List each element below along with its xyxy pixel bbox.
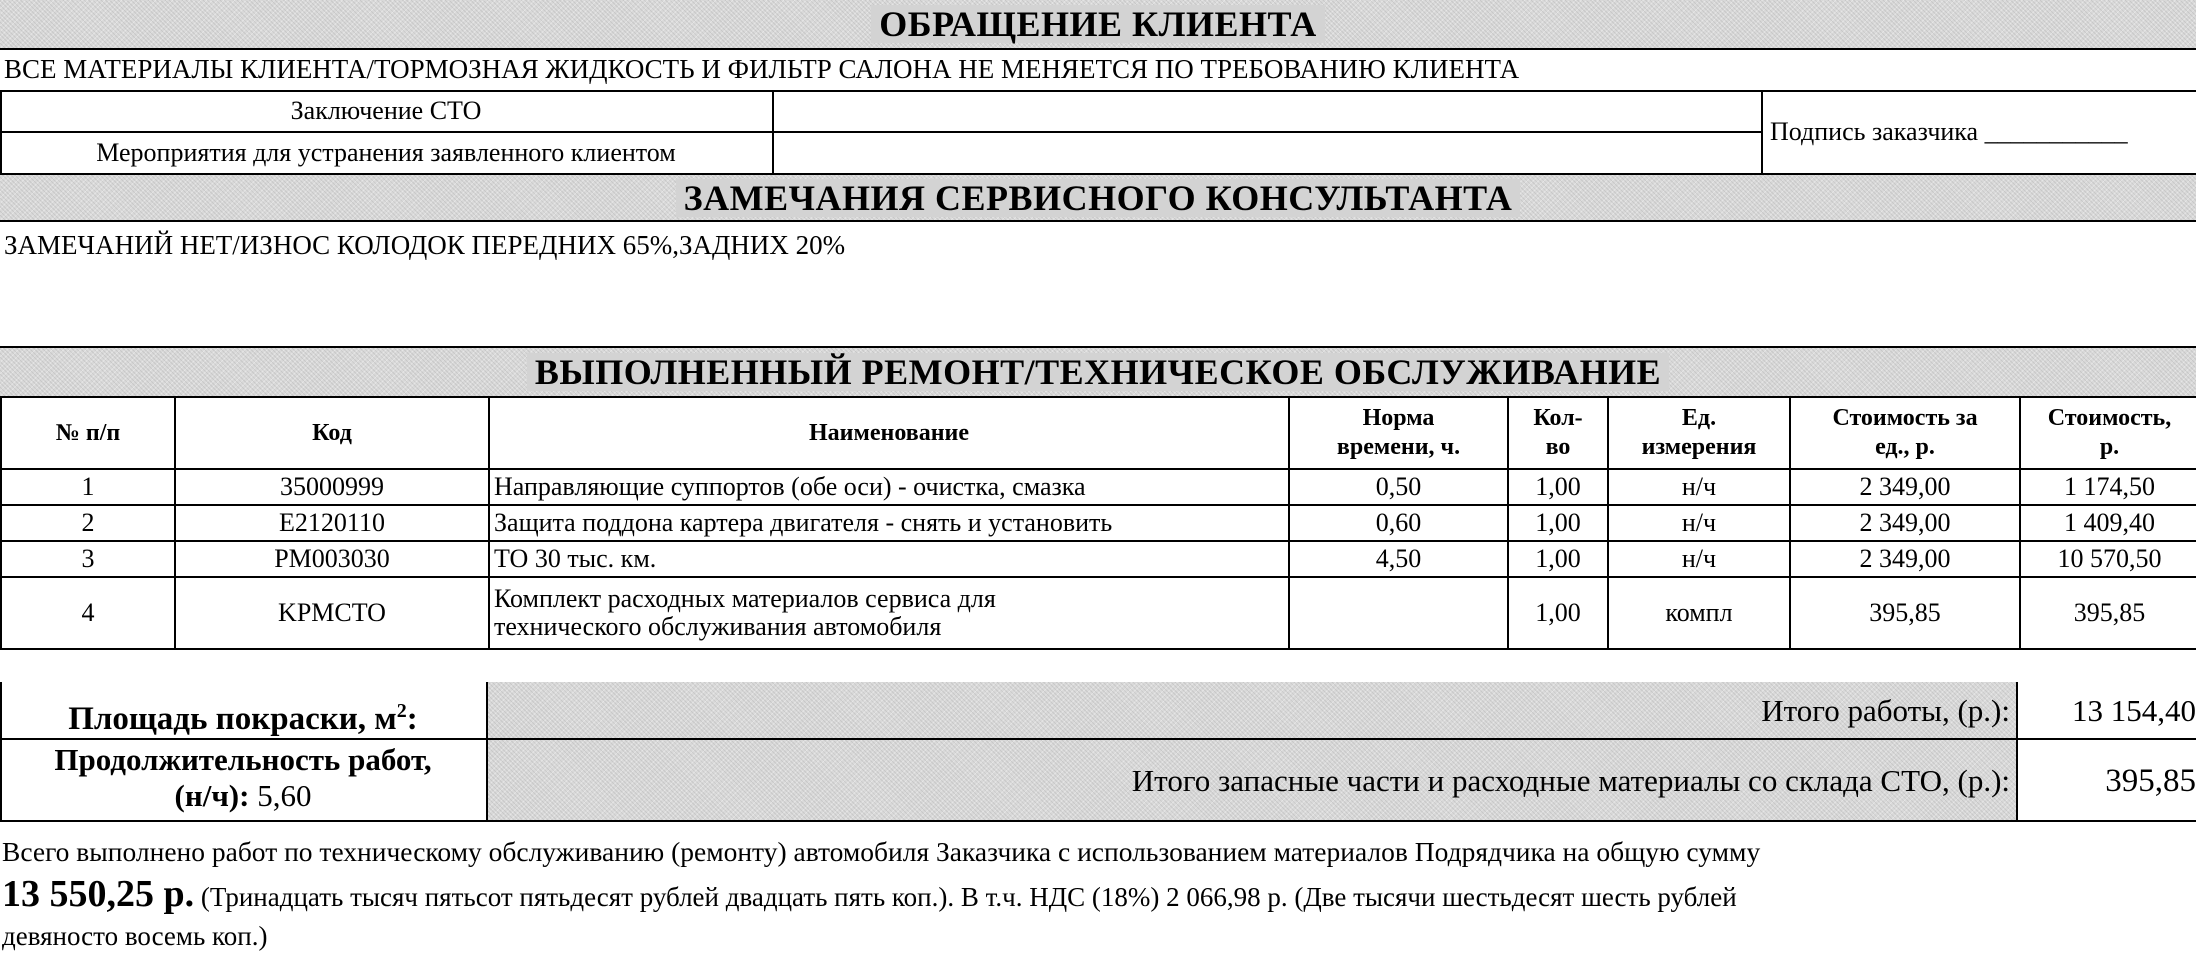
consultant-remarks-text: ЗАМЕЧАНИЙ НЕТ/ИЗНОС КОЛОДОК ПЕРЕДНИХ 65%,ЗАДНИХ 20%	[4, 230, 846, 260]
sto-conclusion-field[interactable]	[774, 92, 1759, 130]
works-total-value: 13 154,40	[2072, 693, 2196, 728]
col-code-header: Код	[175, 397, 489, 469]
summary-line-1: Всего выполнено работ по техническому обслуживанию (ремонту) автомобиля Заказчика с использованием материалов Подрядчика на общую сумму	[2, 836, 1761, 867]
customer-signature-label: Подпись заказчика ___________	[1770, 117, 2128, 146]
measures-label: Мероприятия для устранения заявленного клиентом	[96, 138, 676, 167]
row-total: 1 409,40	[2020, 505, 2196, 541]
divider	[0, 48, 2196, 50]
summary-line-2: 13 550,25 р. (Тринадцать тысяч пятьсот пятьдесят рублей двадцать пять коп.). В т.ч. НДС (18%) 2 066,98 р. (Две тысячи шестьдесят шесть рублей	[2, 873, 1737, 915]
paint-area-label: Площадь покраски, $м^2$:	[68, 700, 418, 737]
row-num: 3	[1, 541, 175, 577]
summary-line-3: девяносто восемь коп.)	[2, 921, 268, 951]
measures-field[interactable]	[774, 134, 1759, 172]
row-norm: 0,50	[1289, 469, 1508, 505]
row-name: Направляющие суппортов (обе оси) - очистка, смазка	[489, 469, 1289, 505]
client-request-band	[0, 0, 2196, 48]
table-header-row	[1, 397, 2196, 469]
row-qty: 1,00	[1508, 469, 1608, 505]
row-unit-price: 2 349,00	[1790, 469, 2020, 505]
totals-block	[0, 682, 2196, 822]
parts-total-label: Итого запасные части и расходные материалы со склада СТО, (р.):	[1131, 763, 2010, 798]
col-unit-header: Ед. измерения	[1608, 397, 1790, 469]
parts-total-value: 395,85	[2105, 763, 2196, 799]
row-norm: 0,60	[1289, 505, 1508, 541]
row-code: 35000999	[175, 469, 489, 505]
client-request-title: ОБРАЩЕНИЕ КЛИЕНТА	[871, 5, 1324, 43]
divider	[0, 220, 2196, 222]
repair-table	[0, 396, 2196, 650]
client-request-text: ВСЕ МАТЕРИАЛЫ КЛИЕНТА/ТОРМОЗНАЯ ЖИДКОСТЬ И ФИЛЬТР САЛОНА НЕ МЕНЯЕТСЯ ПО ТРЕБОВАНИЮ КЛИЕНТА	[4, 54, 1520, 84]
col-norm-header: Норма времени, ч.	[1289, 397, 1508, 469]
row-unit: н/ч	[1608, 541, 1790, 577]
row-code: KPMCTO	[175, 577, 489, 649]
row-code: E2120110	[175, 505, 489, 541]
row-name: Защита поддона картера двигателя - снять и установить	[489, 505, 1289, 541]
row-unit: компл	[1608, 577, 1790, 649]
table-row	[1, 469, 2196, 505]
row-unit-price: 2 349,00	[1790, 541, 2020, 577]
row-qty: 1,00	[1508, 541, 1608, 577]
col-total-header: Стоимость, р.	[2020, 397, 2196, 469]
row-name: Комплект расходных материалов сервиса для технического обслуживания автомобиля	[489, 577, 1289, 649]
row-unit-price: 2 349,00	[1790, 505, 2020, 541]
summary-amount: 13 550,25 р.	[2, 873, 195, 915]
row-norm	[1289, 577, 1508, 649]
col-qty-header: Кол- во	[1508, 397, 1608, 469]
repair-title: ВЫПОЛНЕННЫЙ РЕМОНТ/ТЕХНИЧЕСКОЕ ОБСЛУЖИВАНИЕ	[527, 353, 1669, 391]
divider	[1761, 90, 1763, 174]
table-row	[1, 505, 2196, 541]
row-num: 4	[1, 577, 175, 649]
row-total: 395,85	[2020, 577, 2196, 649]
row-num: 2	[1, 505, 175, 541]
row-qty: 1,00	[1508, 577, 1608, 649]
consultant-remarks-band	[0, 175, 2196, 220]
row-unit-price: 395,85	[1790, 577, 2020, 649]
duration-label: Продолжительность работ, (н/ч): 5,60	[54, 742, 432, 813]
duration-value: 5,60	[257, 778, 312, 813]
row-total: 1 174,50	[2020, 469, 2196, 505]
divider	[0, 131, 1761, 133]
repair-band	[0, 348, 2196, 396]
table-row	[1, 541, 2196, 577]
col-unit-price-header: Стоимость за ед., р.	[1790, 397, 2020, 469]
consultant-remarks-title: ЗАМЕЧАНИЯ СЕРВИСНОГО КОНСУЛЬТАНТА	[676, 179, 1521, 217]
row-num: 1	[1, 469, 175, 505]
row-qty: 1,00	[1508, 505, 1608, 541]
table-row	[1, 577, 2196, 649]
row-norm: 4,50	[1289, 541, 1508, 577]
row-name: ТО 30 тыс. км.	[489, 541, 1289, 577]
row-unit: н/ч	[1608, 469, 1790, 505]
row-total: 10 570,50	[2020, 541, 2196, 577]
works-total-label: Итого работы, (р.):	[1761, 693, 2010, 728]
col-name-header: Наименование	[489, 397, 1289, 469]
row-code: PM003030	[175, 541, 489, 577]
col-num-header: № п/п	[1, 397, 175, 469]
row-unit: н/ч	[1608, 505, 1790, 541]
sto-conclusion-label: Заключение СТО	[290, 96, 482, 125]
